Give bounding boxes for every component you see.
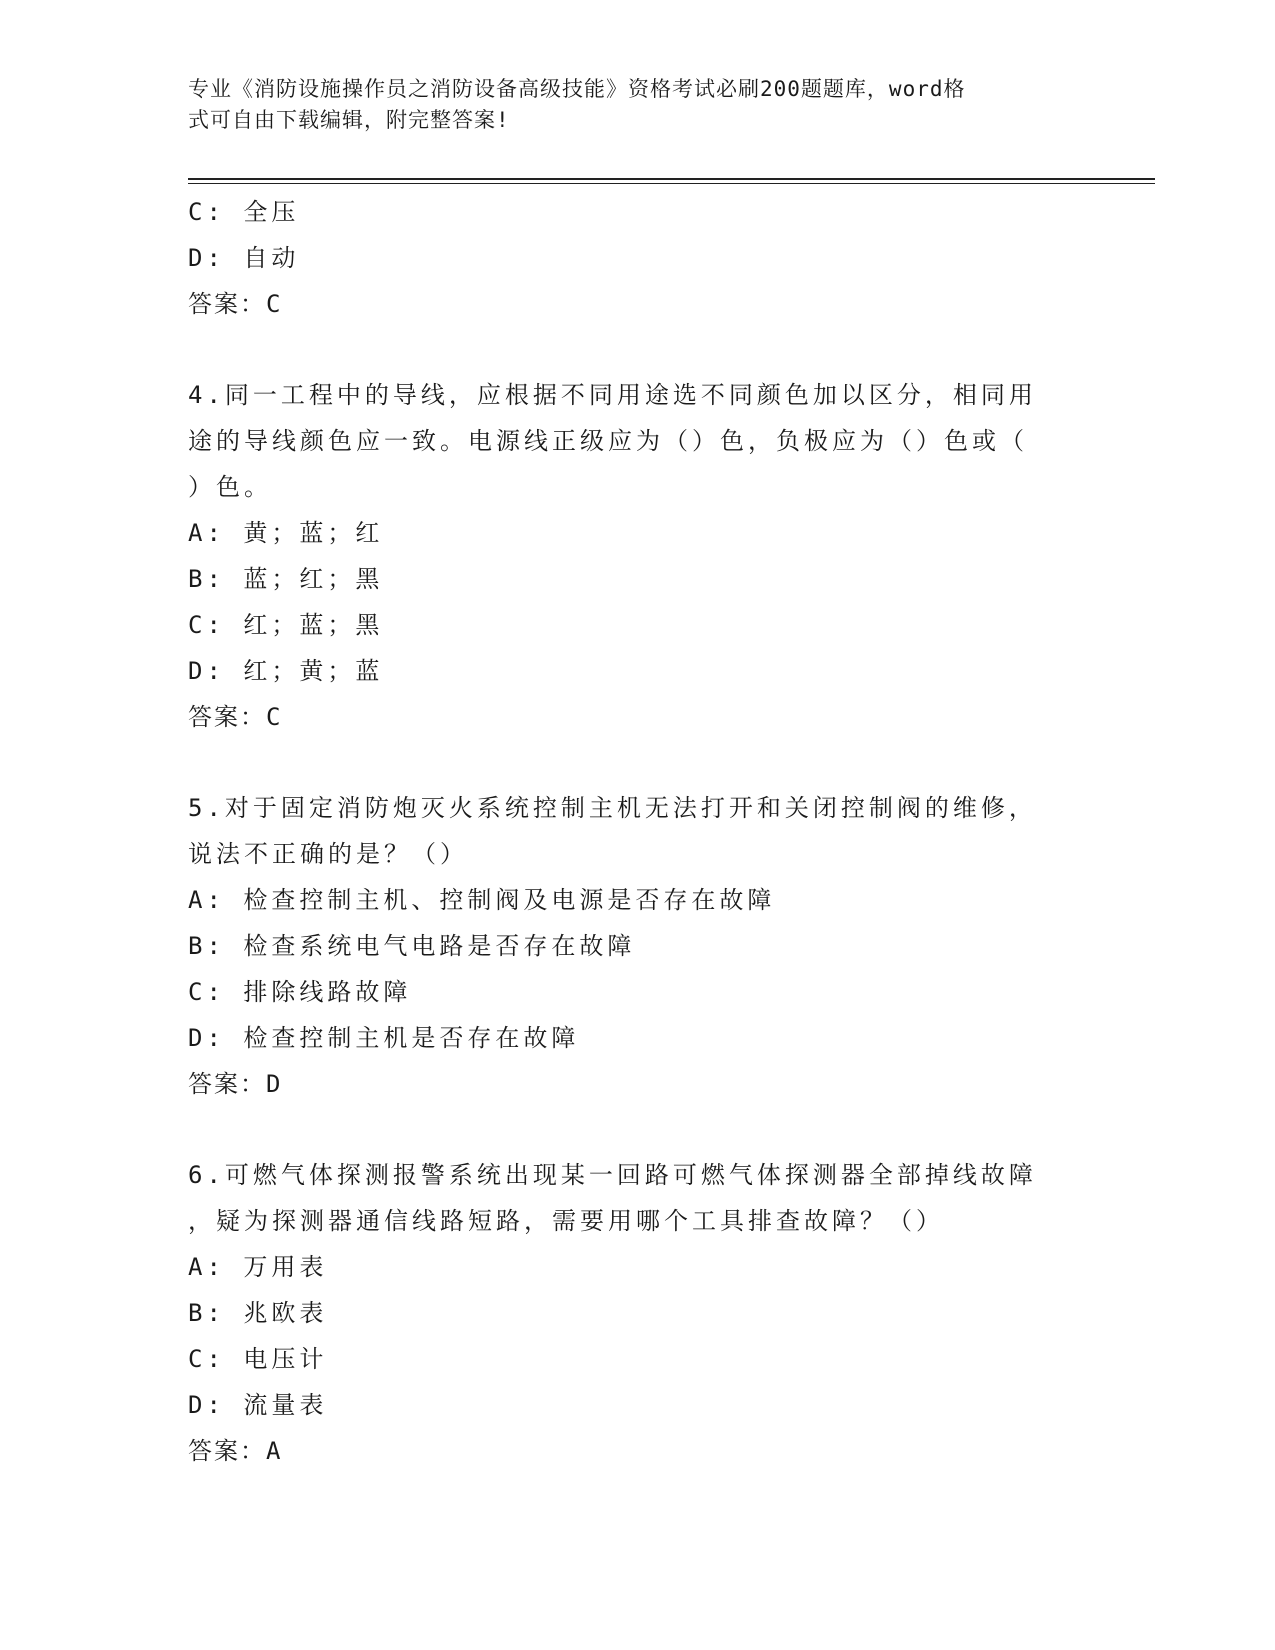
question-list [188,189,1088,1474]
header-title-line-2: 式可自由下载编辑，附完整答案! [188,108,510,132]
question-stem-line: 说法不正确的是？（） [188,840,468,868]
option-d: D: 流量表 [188,1391,328,1419]
option-c: C: 红；蓝；黑 [188,611,384,639]
question-stem-line: ，疑为探测器通信线路短路，需要用哪个工具排查故障？（） [188,1207,944,1235]
question-3-continued [188,189,1088,327]
option-c: C: 电压计 [188,1345,328,1373]
question-stem-line: ）色。 [188,473,272,501]
document-header [188,74,1068,136]
answer-label: 答案：D [188,1070,283,1098]
option-c: C: 排除线路故障 [188,978,412,1006]
question-stem-line: 6.可燃气体探测报警系统出现某一回路可燃气体探测器全部掉线故障 [188,1161,1037,1189]
question-4 [188,372,1088,740]
option-b: B: 检查系统电气电路是否存在故障 [188,932,636,960]
option-a: A: 检查控制主机、控制阀及电源是否存在故障 [188,886,776,914]
option-d: D: 自动 [188,244,300,272]
spacer [188,1107,1088,1152]
option-a: A: 万用表 [188,1253,328,1281]
option-b: B: 兆欧表 [188,1299,328,1327]
question-stem-line: 5.对于固定消防炮灭火系统控制主机无法打开和关闭控制阀的维修， [188,794,1037,822]
header-divider-bottom [188,183,1155,184]
option-a: A: 黄；蓝；红 [188,519,384,547]
spacer [188,740,1088,785]
question-stem-line: 4.同一工程中的导线，应根据不同用途选不同颜色加以区分，相同用 [188,381,1037,409]
question-6 [188,1152,1088,1474]
question-5 [188,785,1088,1107]
answer-label: 答案：A [188,1437,283,1465]
question-stem-line: 途的导线颜色应一致。电源线正级应为（）色，负极应为（）色或（ [188,427,1028,455]
header-title-line-1: 专业《消防设施操作员之消防设备高级技能》资格考试必刷200题题库，word格 [188,77,966,101]
option-d: D: 红；黄；蓝 [188,657,384,685]
option-c: C: 全压 [188,198,300,226]
answer-label: 答案：C [188,703,283,731]
option-b: B: 蓝；红；黑 [188,565,384,593]
spacer [188,327,1088,372]
answer-label: 答案：C [188,290,283,318]
header-divider-top [188,178,1155,180]
option-d: D: 检查控制主机是否存在故障 [188,1024,580,1052]
